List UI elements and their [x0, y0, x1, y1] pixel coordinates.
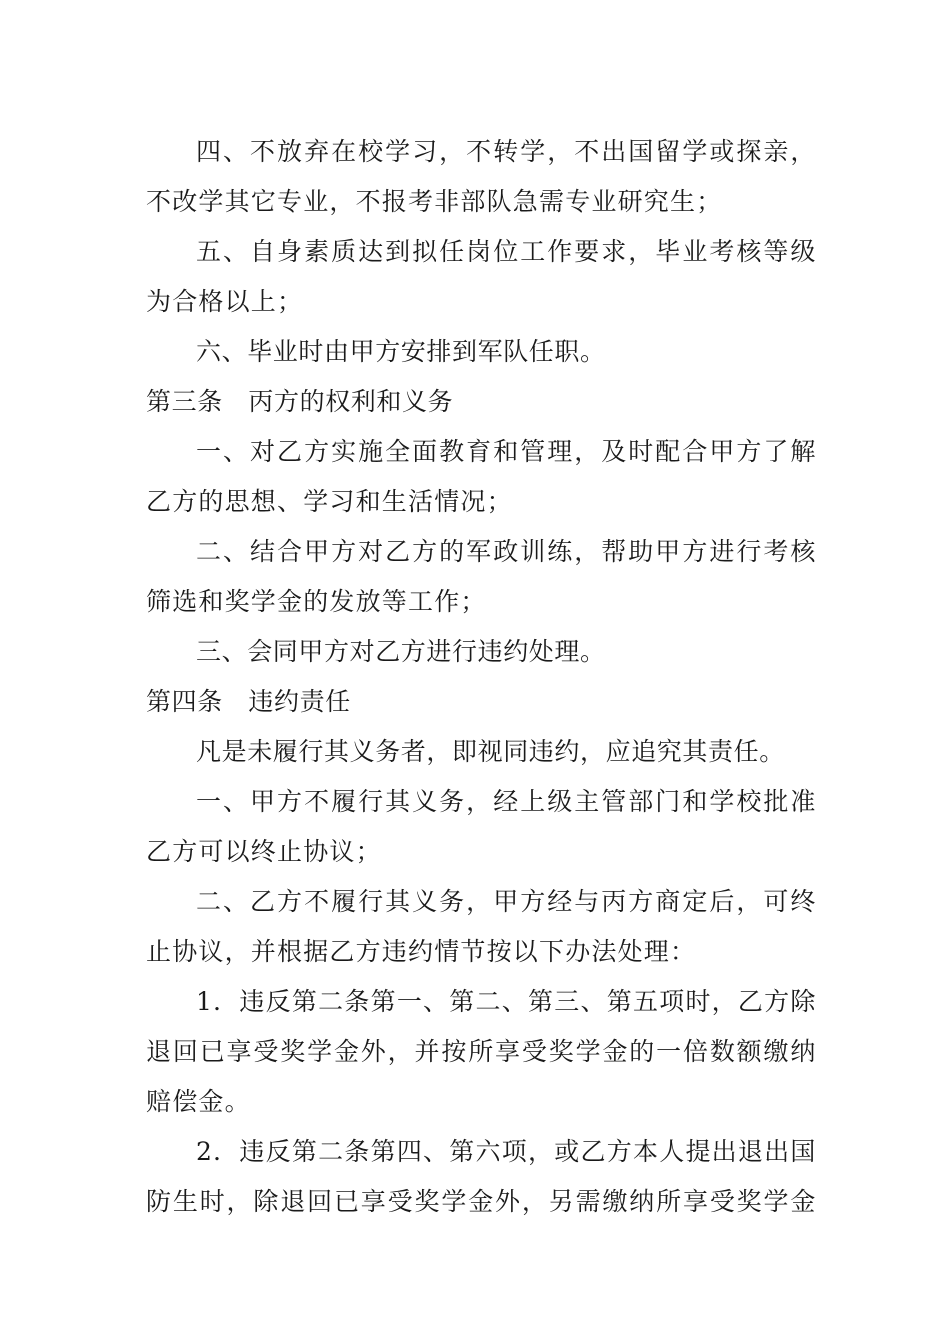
text-line: 筛选和奖学金的发放等工作；: [146, 587, 487, 616]
text-line: 六、毕业时由甲方安排到军队任职。: [196, 337, 606, 366]
text-line: 五、自身素质达到拟任岗位工作要求，毕业考核等级: [196, 237, 816, 266]
text-line: 四、不放弃在校学习，不转学，不出国留学或探亲，: [196, 137, 816, 166]
text-line: 一、对乙方实施全面教育和管理，及时配合甲方了解: [196, 437, 816, 466]
text-line: 三、会同甲方对乙方进行违约处理。: [196, 637, 606, 666]
text-line: 一、甲方不履行其义务，经上级主管部门和学校批准: [196, 787, 816, 816]
article-heading: 第四条 违约责任: [146, 687, 351, 716]
article-heading: 第三条 丙方的权利和义务: [146, 387, 454, 416]
text-line: 凡是未履行其义务者，即视同违约，应追究其责任。: [196, 737, 785, 766]
text-line: 乙方的思想、学习和生活情况；: [146, 487, 513, 516]
text-line: 止协议，并根据乙方违约情节按以下办法处理：: [146, 937, 697, 966]
text-line: 为合格以上；: [146, 287, 304, 316]
text-line: 赔偿金。: [146, 1087, 251, 1116]
text-line: 乙方可以终止协议；: [146, 837, 382, 866]
text-line: 防生时，除退回已享受奖学金外，另需缴纳所享受奖学金: [146, 1187, 816, 1216]
text-line: 退回已享受奖学金外，并按所享受奖学金的一倍数额缴纳: [146, 1037, 816, 1066]
text-line: 2．违反第二条第四、第六项，或乙方本人提出退出国: [196, 1137, 816, 1166]
text-line: 不改学其它专业，不报考非部队急需专业研究生；: [146, 187, 723, 216]
text-line: 二、结合甲方对乙方的军政训练，帮助甲方进行考核: [196, 537, 816, 566]
text-line: 二、乙方不履行其义务，甲方经与丙方商定后，可终: [196, 887, 816, 916]
text-line: 1．违反第二条第一、第二、第三、第五项时，乙方除: [196, 987, 816, 1016]
